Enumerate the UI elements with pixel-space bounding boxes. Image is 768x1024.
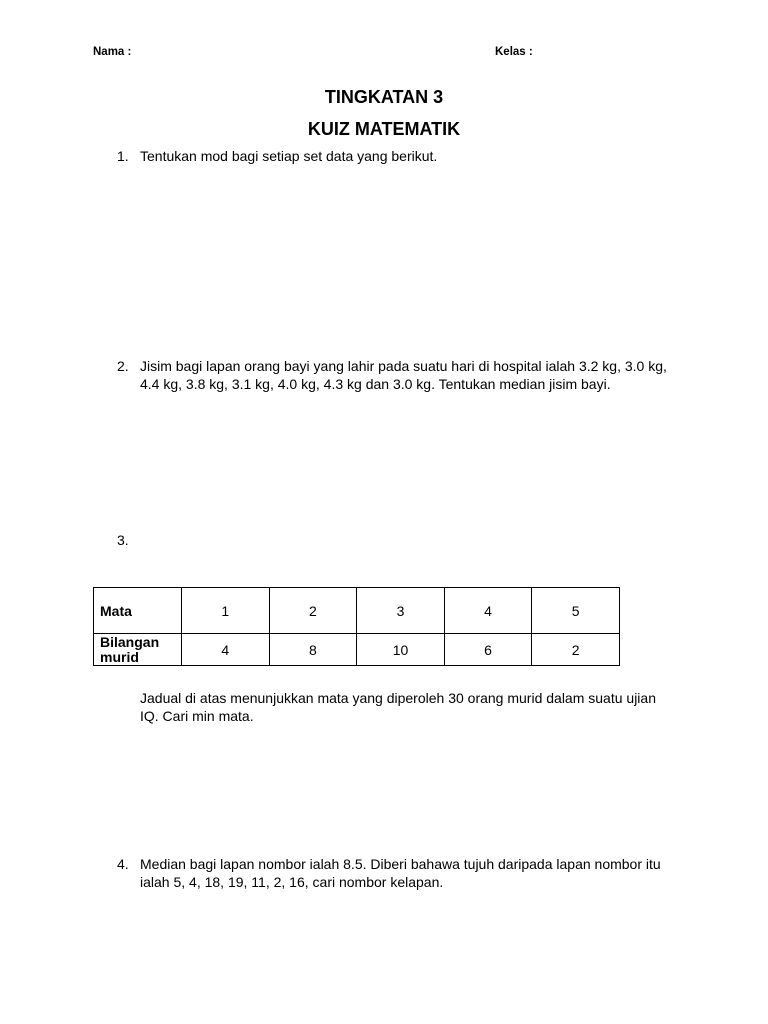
question-text <box>140 690 656 725</box>
table-cell: 6 <box>444 634 532 666</box>
question-text-line: Tentukan mod bagi setiap set data yang berikut. <box>140 148 438 164</box>
table-cell: 1 <box>182 588 270 634</box>
question-text <box>140 358 667 393</box>
table-cell: 2 <box>269 588 357 634</box>
question-number: 2. <box>117 358 129 374</box>
question-text-line: Median bagi lapan nombor ialah 8.5. Diberi bahawa tujuh daripada lapan nombor itu <box>140 856 661 872</box>
question-text-line: ialah 5, 4, 18, 19, 11, 2, 16, cari nombor kelapan. <box>140 873 444 890</box>
question-text-line: Jisim bagi lapan orang bayi yang lahir pada suatu hari di hospital ialah 3.2 kg, 3.0 kg, <box>140 358 667 374</box>
table-row <box>94 588 620 634</box>
name-label: Nama : <box>93 46 132 58</box>
score-table <box>93 587 620 666</box>
question-text <box>140 856 661 891</box>
question-number: 3. <box>117 532 129 548</box>
question-number: 4. <box>117 856 129 872</box>
form-level-title: TINGKATAN 3 <box>324 87 444 107</box>
table-cell: 8 <box>269 634 357 666</box>
table-cell: 5 <box>532 588 620 634</box>
question-text-line: 4.4 kg, 3.8 kg, 3.1 kg, 4.0 kg, 4.3 kg dan 3.0 kg. Tentukan median jisim bayi. <box>140 375 611 392</box>
question-text <box>140 148 437 166</box>
table-cell: 4 <box>444 588 532 634</box>
row-header-mata: Mata <box>94 588 182 634</box>
quiz-title: KUIZ MATEMATIK <box>307 119 461 139</box>
question-number: 1. <box>117 148 129 164</box>
table-cell: 4 <box>182 634 270 666</box>
question-text-line: IQ. Cari min mata. <box>140 707 254 724</box>
table-cell: 2 <box>532 634 620 666</box>
row-header-bilangan-murid: Bilangan murid <box>94 634 182 666</box>
table-cell: 3 <box>357 588 445 634</box>
table-cell: 10 <box>357 634 445 666</box>
class-label: Kelas : <box>495 46 533 58</box>
question-text-line: Jadual di atas menunjukkan mata yang diperoleh 30 orang murid dalam suatu ujian <box>140 690 656 706</box>
table-row <box>94 634 620 666</box>
